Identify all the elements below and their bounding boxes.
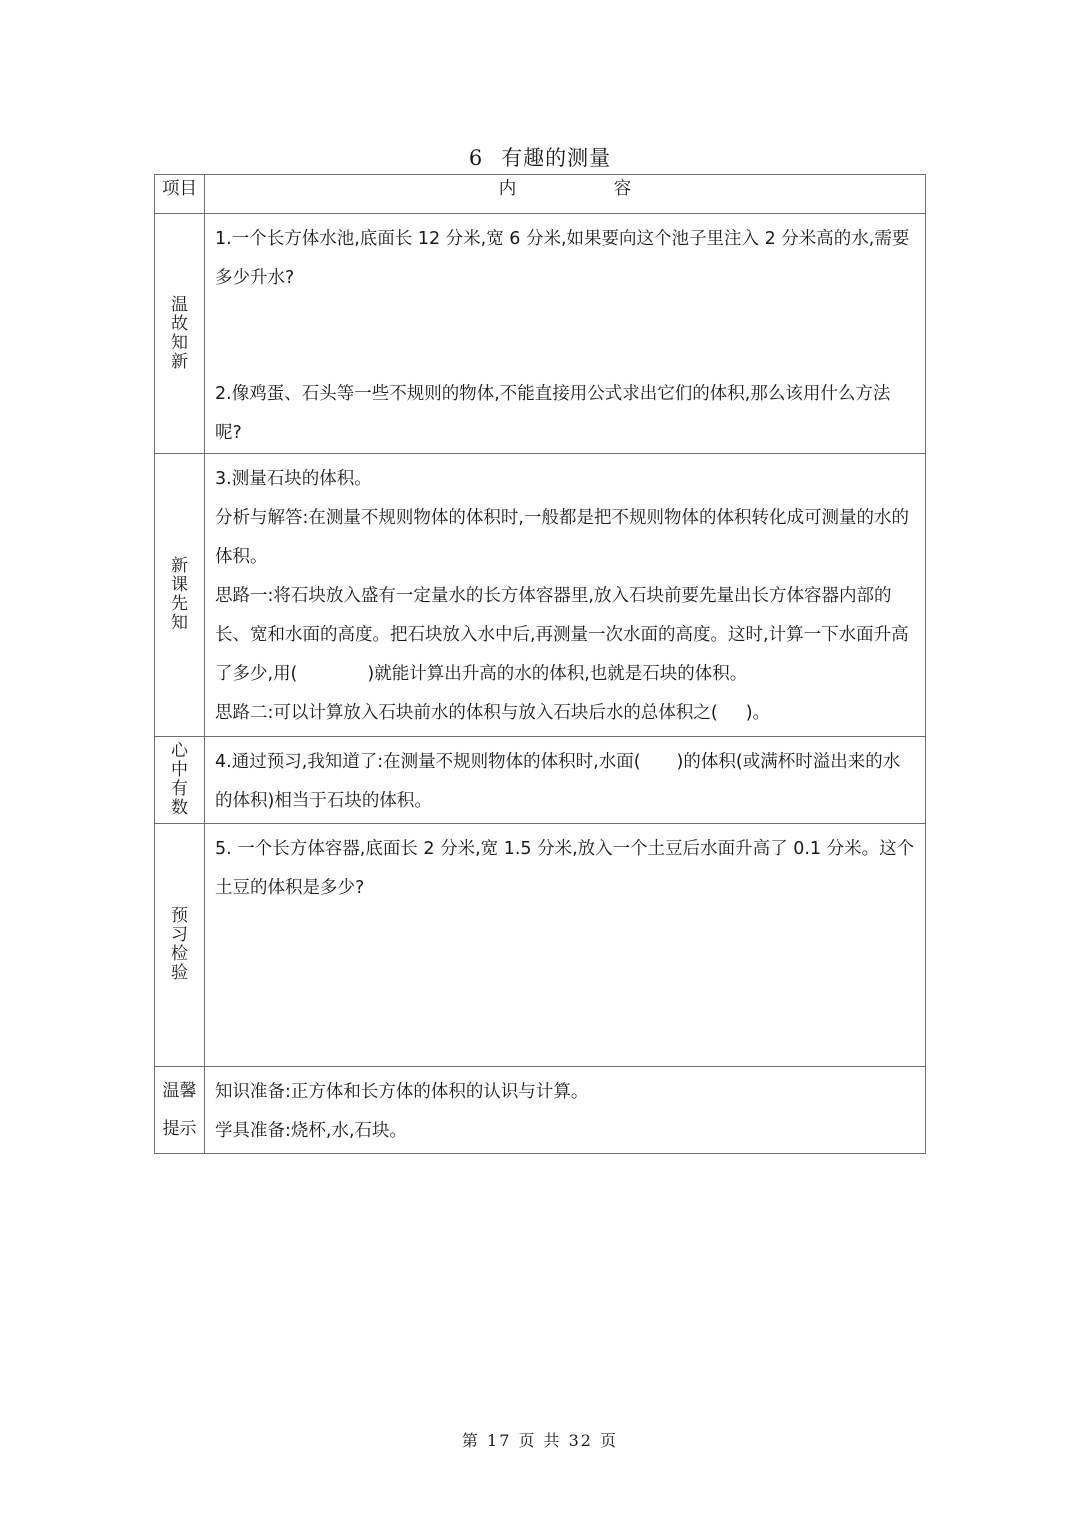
page-footer: 第 17 页 共 32 页 xyxy=(461,1431,619,1450)
row-content-new-lesson xyxy=(205,454,926,737)
row-label-understanding: 心中有数 xyxy=(155,737,205,824)
idea-1-text: 思路一:将石块放入盛有一定量水的长方体容器里,放入石块前要先量出长方体容器内部的长、宽和水面的高度。把石块放入水中后,再测量一次水面的高度。这时,计算一下水面升高了多少,用( )就能计算出升高的水的体积,也就是石块的体积。 xyxy=(215,586,909,684)
tip-materials: 学具准备:烧杯,水,石块。 xyxy=(215,1121,408,1141)
idea-2-text: 思路二:可以计算放入石块前水的体积与放入石块后水的总体积之( )。 xyxy=(215,703,771,723)
question-4: 4.通过预习,我知道了:在测量不规则物体的体积时,水面( )的体积(或满杯时溢出来的水的体积)相当于石块的体积。 xyxy=(215,752,901,811)
lesson-title: 有趣的测量 xyxy=(501,146,612,170)
table-row xyxy=(155,824,926,1067)
question-1: 1.一个长方体水池,底面长 12 分米,宽 6 分米,如果要向这个池子里注入 2 分米高的水,需要多少升水? xyxy=(215,229,910,288)
row-content-preview-check xyxy=(205,824,926,1067)
row-label-review: 温故知新 xyxy=(155,214,205,454)
lesson-number: 6 xyxy=(468,146,484,170)
page-title xyxy=(0,142,1080,172)
table-header-row xyxy=(155,175,926,214)
row-content-tips xyxy=(205,1067,926,1154)
analysis-text: 分析与解答:在测量不规则物体的体积时,一般都是把不规则物体的体积转化成可测量的水的体积。 xyxy=(215,508,909,567)
question-2: 2.像鸡蛋、石头等一些不规则的物体,不能直接用公式求出它们的体积,那么该用什么方法呢? xyxy=(215,384,891,443)
table-row xyxy=(155,1067,926,1154)
header-item-cell: 项目 xyxy=(155,175,205,214)
tip-knowledge: 知识准备:正方体和长方体的体积的认识与计算。 xyxy=(215,1082,589,1102)
row-label-tips: 温馨提示 xyxy=(155,1067,205,1154)
table-row xyxy=(155,214,926,454)
header-content-cell: 内 容 xyxy=(205,175,926,214)
row-label-new-lesson: 新课先知 xyxy=(155,454,205,737)
question-5: 5. 一个长方体容器,底面长 2 分米,宽 1.5 分米,放入一个土豆后水面升高了 0.1 分米。这个土豆的体积是多少? xyxy=(215,839,915,898)
table-row xyxy=(155,737,926,824)
table-row xyxy=(155,454,926,737)
row-content-understanding xyxy=(205,737,926,824)
question-3: 3.测量石块的体积。 xyxy=(215,469,372,489)
lesson-table xyxy=(154,174,926,1154)
row-label-preview-check: 预习检验 xyxy=(155,824,205,1067)
row-content-review xyxy=(205,214,926,454)
